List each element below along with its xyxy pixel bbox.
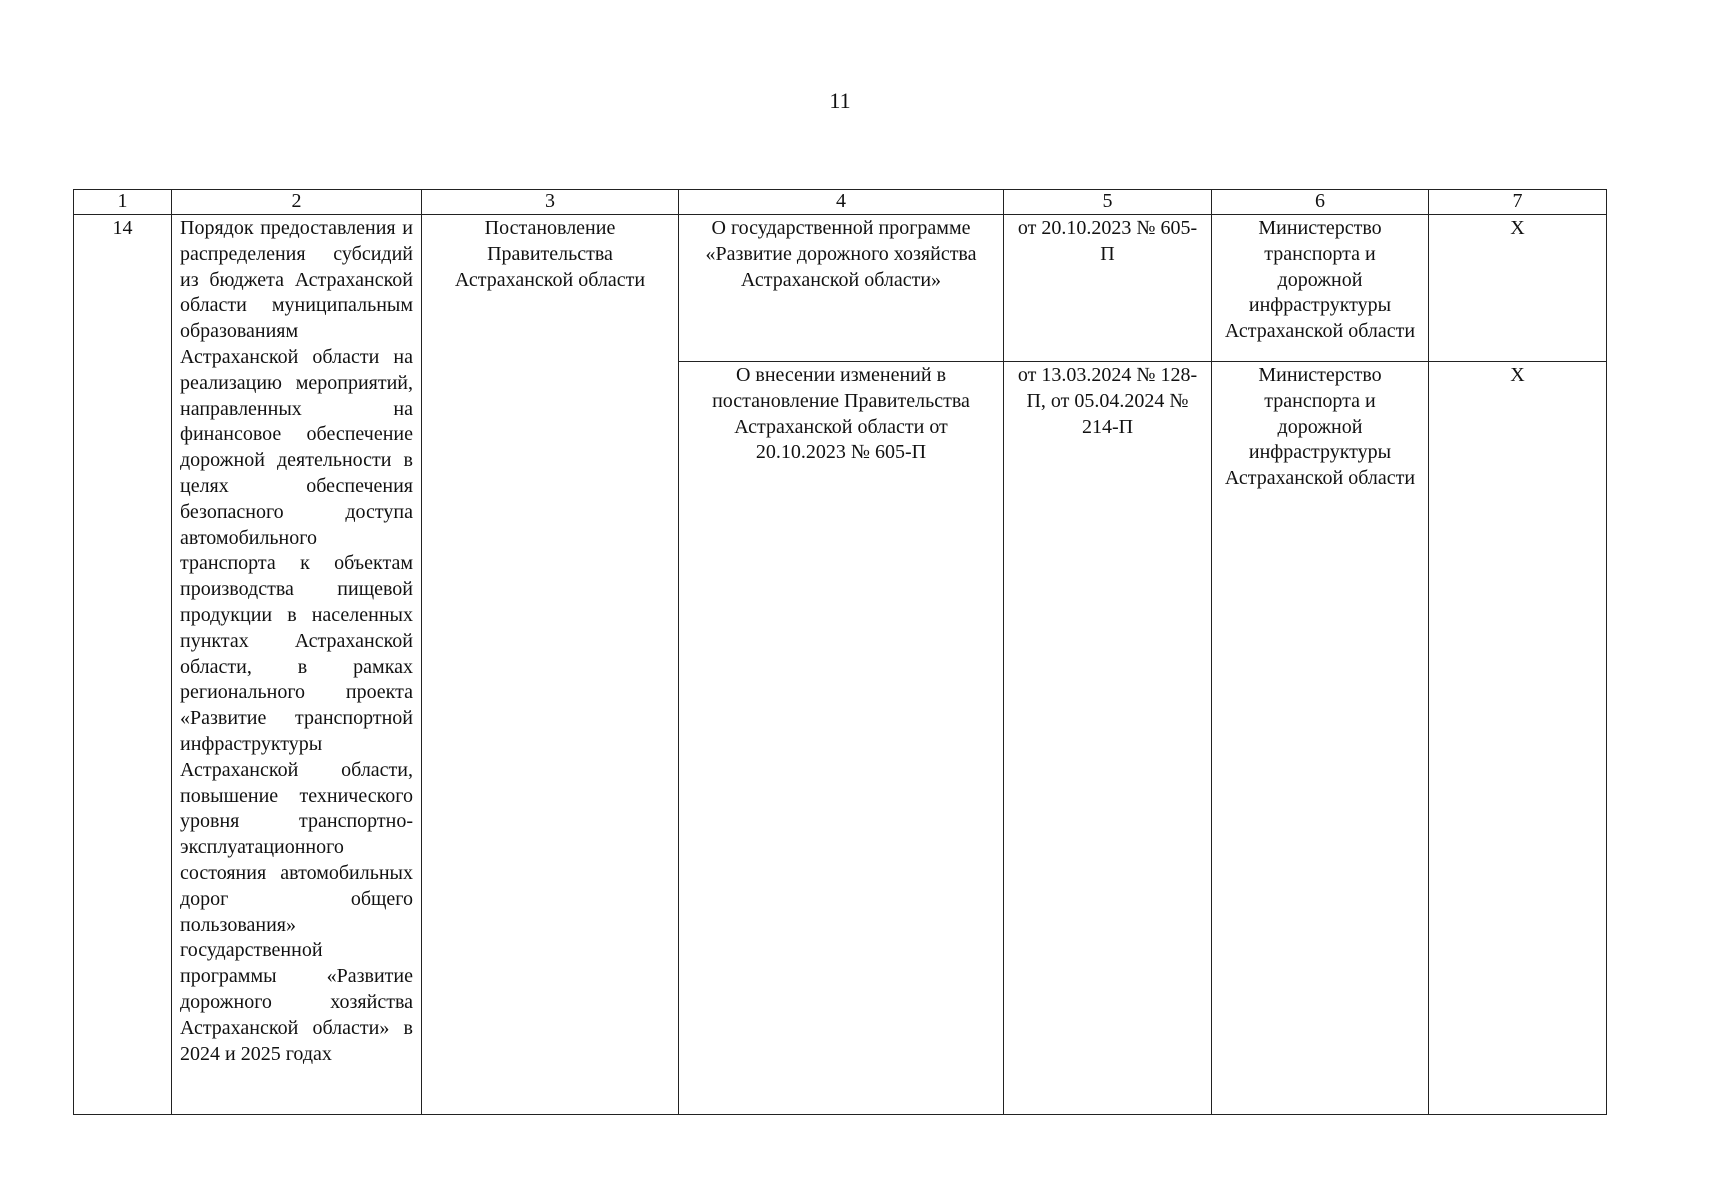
column-header-1: 1 [74, 190, 172, 215]
row-number: 14 [74, 215, 172, 1115]
column-header-6: 6 [1212, 190, 1429, 215]
act-date-number: от 20.10.2023 № 605-П [1004, 215, 1212, 362]
document-table [73, 189, 1607, 1115]
column-header-3: 3 [422, 190, 679, 215]
act-date-number: от 13.03.2024 № 128-П, от 05.04.2024 № 214-П [1004, 362, 1212, 1115]
act-title: О внесении изменений в постановление Правительства Астраханской области от 20.10.2023 № 605-П [679, 362, 1004, 1115]
responsible-ministry: Министерство транспорта и дорожной инфраструктуры Астраханской области [1212, 215, 1429, 362]
row-description [172, 215, 422, 1115]
page-number: 11 [829, 88, 851, 113]
act-title: О государственной программе «Развитие дорожного хозяйства Астраханской области» [679, 215, 1004, 362]
table-header-row [74, 190, 1607, 215]
mark-cell: X [1429, 215, 1607, 362]
table-row [74, 215, 1607, 362]
mark-cell: X [1429, 362, 1607, 1115]
column-header-2: 2 [172, 190, 422, 215]
column-header-5: 5 [1004, 190, 1212, 215]
row-description-text: Порядок предоставления и распределения субсидий из бюджета Астраханской области муниципальным образованиям Астраханской области на реализацию мероприятий, направленных на финансовое обеспечение дорожной деятельности в целях обеспечения безопасного доступа автомобильного транспорта к объектам производства пищевой продукции в населенных пунктах Астраханской области, в рамках регионального проекта «Развитие транспортной инфраструктуры Астраханской области, повышение технического уровня транспортно-эксплуатационного состояния автомобильных дорог общего пользования» государственной программы «Развитие дорожного хозяйства Астраханской области» в 2024 и 2025 годах [180, 217, 413, 1065]
responsible-ministry: Министерство транспорта и дорожной инфраструктуры Астраханской области [1212, 362, 1429, 1115]
column-header-7: 7 [1429, 190, 1607, 215]
column-header-4: 4 [679, 190, 1004, 215]
act-type: Постановление Правительства Астраханской области [422, 215, 679, 1115]
